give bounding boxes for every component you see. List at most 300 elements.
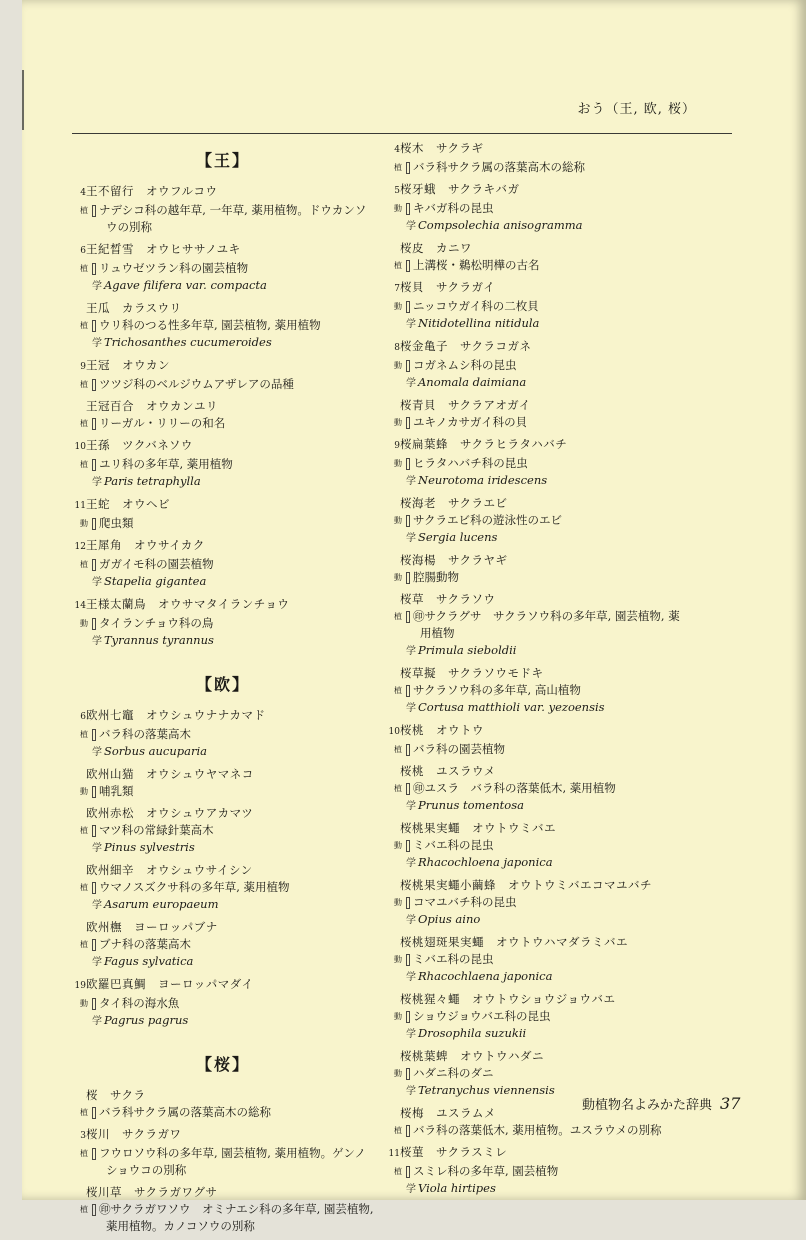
- entry-definition: [70, 726, 376, 743]
- dictionary-entry: [384, 820, 690, 872]
- dictionary-page: [22, 0, 806, 1233]
- dictionary-entry: [70, 1087, 376, 1121]
- category-badge: 植: [406, 611, 410, 623]
- category-badge: 植: [92, 1148, 96, 1160]
- scientific-name-text: Anomala daimiana: [418, 375, 527, 389]
- entry-reading: サクラコガネ: [460, 339, 532, 353]
- entry-definition: [70, 615, 376, 632]
- category-badge: 動: [406, 1068, 410, 1080]
- entry-headline: [70, 862, 376, 879]
- entry-reading: オウシュウサイシン: [146, 863, 253, 877]
- dictionary-entry: [384, 495, 690, 547]
- category-badge: 植: [92, 379, 96, 391]
- sci-marker: 学: [406, 703, 416, 714]
- entry-headword: 欧州橅: [86, 920, 122, 934]
- entry-headword: 桜桃果実蠅: [400, 821, 460, 835]
- category-badge: 植: [406, 1166, 410, 1178]
- scientific-name: [70, 277, 376, 295]
- entry-headline: [384, 722, 690, 741]
- dictionary-entry: [70, 766, 376, 800]
- stroke-count: 9: [80, 362, 86, 372]
- category-badge: 動: [406, 954, 410, 966]
- category-badge: 動: [92, 618, 96, 630]
- dictionary-entry: [70, 183, 376, 236]
- definition-text: ユリ科の多年草, 薬用植物: [99, 457, 233, 471]
- entry-reading: サクラスミレ: [436, 1145, 508, 1159]
- dictionary-entry: [384, 934, 690, 986]
- entry-headword: 欧州七竈: [86, 708, 134, 722]
- stroke-count: 3: [80, 1131, 86, 1141]
- scientific-name: [384, 797, 690, 815]
- entry-definition: [70, 1201, 376, 1235]
- sci-marker: 学: [406, 915, 416, 926]
- entry-headline: [70, 766, 376, 783]
- entry-definition: [384, 159, 690, 176]
- entry-reading: オウヘビ: [122, 497, 170, 511]
- scientific-name-text: Sorbus aucuparia: [104, 744, 207, 758]
- dictionary-entry: [70, 537, 376, 591]
- dictionary-entry: [70, 300, 376, 352]
- entry-definition: [384, 1163, 690, 1180]
- definition-text: キバガ科の昆虫: [413, 201, 494, 215]
- category-badge: 植: [406, 744, 410, 756]
- scientific-name: [384, 1025, 690, 1043]
- entry-reading: カニワ: [436, 241, 472, 255]
- scientific-name-text: Tetranychus viennensis: [418, 1083, 555, 1097]
- entry-headline: [384, 665, 690, 682]
- entry-reading: オウヒササノユキ: [146, 242, 241, 256]
- definition-text: 腔腸動物: [413, 570, 459, 584]
- stroke-count: 10: [74, 442, 86, 452]
- entry-reading: サクラアオガイ: [448, 398, 531, 412]
- entry-reading: サクラキバガ: [448, 182, 520, 196]
- entry-definition: [384, 357, 690, 374]
- sci-marker: 学: [406, 801, 416, 812]
- category-badge: 動: [92, 786, 96, 798]
- entry-definition: [384, 682, 690, 699]
- stroke-count: 4: [394, 145, 400, 155]
- sci-marker: 学: [92, 957, 102, 968]
- entry-definition: [384, 741, 690, 758]
- book-title: 動植物名よみかた辞典: [582, 1098, 713, 1113]
- sci-marker: 学: [92, 477, 102, 488]
- stroke-count: 7: [394, 284, 400, 294]
- scientific-name-text: Primula sieboldii: [418, 643, 517, 657]
- entry-headword: 欧州山猫: [86, 767, 134, 781]
- scientific-name: [70, 839, 376, 857]
- stroke-count: 14: [74, 601, 86, 611]
- entry-definition: [70, 822, 376, 839]
- entry-reading: オウトウミバエコマユバチ: [508, 878, 652, 892]
- scientific-name-text: Trichosanthes cucumeroides: [104, 335, 272, 349]
- entry-definition: [70, 1104, 376, 1121]
- entry-headword: 王犀角: [86, 538, 122, 552]
- stroke-count: 6: [80, 246, 86, 256]
- stroke-count: 12: [74, 542, 86, 552]
- scientific-name: [384, 911, 690, 929]
- scientific-name: [384, 854, 690, 872]
- entry-headword: 桜金亀子: [400, 339, 448, 353]
- scientific-name-text: Compsolechia anisogramma: [418, 218, 583, 232]
- entry-definition: [384, 608, 690, 642]
- scientific-name-text: Tyrannus tyrannus: [104, 633, 214, 647]
- entry-reading: サクラガイ: [436, 280, 496, 294]
- entry-headword: 王瓜: [86, 301, 110, 315]
- scientific-name: [384, 699, 690, 717]
- dictionary-entry: [384, 665, 690, 717]
- definition-text: 上溝桜・鵜松明樺の古名: [413, 258, 540, 272]
- running-header: おう（王, 欧, 桜）: [577, 102, 696, 117]
- definition-text: ブナ科の落葉高木: [99, 937, 191, 951]
- entry-headline: [384, 140, 690, 159]
- entry-headline: [384, 820, 690, 837]
- category-badge: 植: [92, 418, 96, 430]
- definition-text: 爬虫類: [99, 516, 134, 530]
- entry-definition: [70, 556, 376, 573]
- entry-headline: [70, 707, 376, 726]
- entry-headline: [70, 1126, 376, 1145]
- entry-headline: [384, 763, 690, 780]
- entry-definition: [70, 936, 376, 953]
- entry-definition: [384, 951, 690, 968]
- category-badge: 植: [92, 825, 96, 837]
- entry-definition: [384, 569, 690, 586]
- entry-headline: [70, 1087, 376, 1104]
- scientific-name: [384, 472, 690, 490]
- scientific-name-text: Agave filifera var. compacta: [104, 278, 267, 292]
- definition-text: ㊞ユスラ バラ科の落葉低木, 薬用植物: [413, 781, 616, 795]
- section-heading: 【桜】: [195, 1055, 250, 1074]
- entry-reading: オウシュウアカマツ: [146, 806, 254, 820]
- sci-marker: 学: [406, 1029, 416, 1040]
- category-badge: 動: [92, 998, 96, 1010]
- dictionary-entry: [70, 862, 376, 914]
- entry-reading: オウトウ: [436, 723, 484, 737]
- scientific-name: [384, 529, 690, 547]
- definition-text: コガネムシ科の昆虫: [413, 358, 517, 372]
- definition-text: ツツジ科のベルジウムアザレアの品種: [99, 377, 294, 391]
- sci-marker: 学: [92, 636, 102, 647]
- entry-headword: 王様太蘭鳥: [86, 597, 146, 611]
- sci-marker: 学: [406, 476, 416, 487]
- entry-headline: [70, 398, 376, 415]
- entry-headword: 桜木: [400, 141, 424, 155]
- stroke-count: 19: [74, 981, 86, 991]
- definition-text: ヒラタハバチ科の昆虫: [413, 456, 528, 470]
- scientific-name: [384, 968, 690, 986]
- dictionary-entry: [70, 398, 376, 432]
- stroke-count: 9: [394, 441, 400, 451]
- entry-headword: 桜桃葉蜱: [400, 1049, 448, 1063]
- entry-headword: 桜草擬: [400, 666, 436, 680]
- entry-headline: [384, 1048, 690, 1065]
- category-badge: 動: [406, 897, 410, 909]
- scientific-name: [70, 473, 376, 491]
- category-badge: 植: [92, 939, 96, 951]
- entry-headword: 桜桃猩々蠅: [400, 992, 460, 1006]
- entry-headword: 桜貝: [400, 280, 424, 294]
- entry-headline: [70, 437, 376, 456]
- entry-reading: サクラソウモドキ: [448, 666, 544, 680]
- category-badge: 植: [92, 1107, 96, 1119]
- scientific-name: [70, 632, 376, 650]
- page-footer: [582, 1094, 740, 1113]
- dictionary-entry: [384, 279, 690, 333]
- dictionary-entry: [70, 241, 376, 295]
- entry-reading: サクラ: [110, 1088, 146, 1102]
- entry-definition: [70, 1145, 376, 1179]
- entry-headword: 王蛇: [86, 497, 110, 511]
- category-badge: 動: [406, 301, 410, 313]
- definition-text: サクラソウ科の多年草, 高山植物: [413, 683, 581, 697]
- entry-definition: [70, 515, 376, 532]
- scientific-name: [70, 743, 376, 761]
- entry-definition: [70, 260, 376, 277]
- entry-definition: [70, 317, 376, 334]
- definition-text: ユキノカサガイ科の貝: [413, 415, 528, 429]
- scientific-name-text: Pinus sylvestris: [104, 840, 195, 854]
- entry-reading: ユスラムメ: [436, 1106, 496, 1120]
- definition-text: バラ科サクラ属の落葉高木の総称: [413, 160, 586, 174]
- scientific-name: [384, 315, 690, 333]
- entry-reading: オウシュウナナカマド: [146, 708, 266, 722]
- entry-headline: [384, 991, 690, 1008]
- entry-headword: 桜海老: [400, 496, 436, 510]
- scientific-name-text: Fagus sylvatica: [104, 954, 194, 968]
- scientific-name-text: Rhacochloena japonica: [418, 855, 553, 869]
- scientific-name-text: Cortusa matthioli var. yezoensis: [418, 700, 605, 714]
- scientific-name-text: Pagrus pagrus: [104, 1013, 189, 1027]
- stroke-count: 8: [394, 343, 400, 353]
- category-badge: 植: [406, 260, 410, 272]
- definition-text: ハダニ科のダニ: [413, 1066, 494, 1080]
- scientific-name: [384, 374, 690, 392]
- dictionary-entry: [384, 140, 690, 176]
- entry-headline: [384, 591, 690, 608]
- category-badge: 動: [406, 840, 410, 852]
- entry-reading: ユスラウメ: [436, 764, 496, 778]
- dictionary-entry: [70, 1126, 376, 1179]
- sci-marker: 学: [406, 646, 416, 657]
- entry-reading: オウサイカク: [134, 538, 205, 552]
- entry-headline: [70, 496, 376, 515]
- definition-text: バラ科の落葉低木, 薬用植物。ユスラウメの別称: [413, 1123, 662, 1137]
- section-heading: 【王】: [195, 151, 250, 170]
- entry-definition: [384, 837, 690, 854]
- entry-reading: サクラヤギ: [448, 553, 508, 567]
- entry-headline: [70, 596, 376, 615]
- category-badge: 植: [92, 205, 96, 217]
- category-badge: 動: [406, 1011, 410, 1023]
- dictionary-entry: [384, 338, 690, 392]
- scientific-name-text: Stapelia gigantea: [104, 574, 207, 588]
- definition-text: マツ科の常緑針葉高木: [99, 823, 214, 837]
- entry-headline: [70, 537, 376, 556]
- dictionary-entry: [70, 707, 376, 761]
- entry-headline: [70, 241, 376, 260]
- category-badge: 動: [406, 515, 410, 527]
- category-badge: 動: [406, 360, 410, 372]
- dictionary-entry: [384, 397, 690, 431]
- entry-headword: 桜草: [400, 592, 424, 606]
- entry-headword: 欧羅巴真鯛: [86, 977, 146, 991]
- dictionary-entry: [384, 877, 690, 929]
- entry-reading: オウカンユリ: [146, 399, 218, 413]
- entry-definition: [384, 1008, 690, 1025]
- dictionary-entry: [70, 437, 376, 491]
- entry-definition: [70, 879, 376, 896]
- definition-text: タイ科の海水魚: [99, 996, 180, 1010]
- category-badge: 植: [406, 1125, 410, 1137]
- entry-definition: [384, 455, 690, 472]
- category-badge: 植: [92, 263, 96, 275]
- dictionary-entry: [70, 596, 376, 650]
- entry-reading: オウフルコウ: [146, 184, 218, 198]
- scientific-name-text: Prunus tomentosa: [418, 798, 524, 812]
- sci-marker: 学: [406, 221, 416, 232]
- entry-definition: [70, 415, 376, 432]
- entry-headline: [384, 495, 690, 512]
- dictionary-entry: [384, 1144, 690, 1198]
- entry-headline: [384, 877, 690, 894]
- sci-marker: 学: [406, 1184, 416, 1195]
- scientific-name: [70, 573, 376, 591]
- entry-definition: [70, 995, 376, 1012]
- sci-marker: 学: [92, 338, 102, 349]
- entry-headline: [384, 240, 690, 257]
- entry-reading: オウトウショウジョウバエ: [472, 992, 616, 1006]
- entry-definition: [384, 1122, 690, 1139]
- scientific-name-text: Nitidotellina nitidula: [418, 316, 540, 330]
- entry-headline: [384, 279, 690, 298]
- sci-marker: 学: [92, 900, 102, 911]
- entry-headline: [384, 397, 690, 414]
- definition-text: ガガイモ科の園芸植物: [99, 557, 214, 571]
- definition-text: サクラエビ科の遊泳性のエビ: [413, 513, 563, 527]
- stroke-count: 6: [80, 712, 86, 722]
- entry-reading: オウサマタイランチョウ: [158, 597, 290, 611]
- sci-marker: 学: [92, 281, 102, 292]
- entry-headword: 桜梅: [400, 1106, 424, 1120]
- entry-headword: 桜桃: [400, 723, 424, 737]
- definition-text: タイランチョウ科の鳥: [99, 616, 214, 630]
- sci-marker: 学: [92, 1016, 102, 1027]
- entry-headword: 桜桃: [400, 764, 424, 778]
- entry-reading: ヨーロッパブナ: [134, 920, 218, 934]
- entry-headline: [70, 976, 376, 995]
- entry-definition: [384, 894, 690, 911]
- entry-headword: 王紀晳雪: [86, 242, 134, 256]
- dictionary-entry: [384, 991, 690, 1043]
- entry-definition: [70, 202, 376, 236]
- entry-reading: サクラヒラタハバチ: [460, 437, 568, 451]
- dictionary-entry: [384, 240, 690, 274]
- definition-text: バラ科の園芸植物: [413, 742, 505, 756]
- entry-reading: オウトウハマダラミバエ: [496, 935, 628, 949]
- scientific-name-text: Opius aino: [418, 912, 481, 926]
- entry-reading: オウシュウヤマネコ: [146, 767, 254, 781]
- entry-headword: 欧州細辛: [86, 863, 134, 877]
- stroke-count: 4: [80, 188, 86, 198]
- scientific-name-text: Paris tetraphylla: [104, 474, 201, 488]
- entry-reading: サクラギ: [436, 141, 484, 155]
- entry-headword: 欧州赤松: [86, 806, 134, 820]
- dictionary-entry: [384, 436, 690, 490]
- entry-headword: 桜川草: [86, 1185, 122, 1199]
- entry-reading: サクラガワ: [122, 1127, 182, 1141]
- scientific-name-text: Drosophila suzukii: [418, 1026, 527, 1040]
- entry-reading: オウトウハダニ: [460, 1049, 544, 1063]
- category-badge: 植: [92, 559, 96, 571]
- definition-text: コマユバチ科の昆虫: [413, 895, 517, 909]
- definition-text: リーガル・リリーの和名: [99, 416, 226, 430]
- entry-headword: 桜桃翅斑果実蠅: [400, 935, 484, 949]
- right-column: [384, 140, 690, 1203]
- entry-headword: 桜海楊: [400, 553, 436, 567]
- entry-headline: [70, 919, 376, 936]
- entry-headline: [384, 552, 690, 569]
- definition-text: バラ科の落葉高木: [99, 727, 191, 741]
- entry-reading: サクラエビ: [448, 496, 508, 510]
- category-badge: 動: [406, 417, 410, 429]
- category-badge: 植: [92, 459, 96, 471]
- category-badge: 植: [92, 882, 96, 894]
- entry-definition: [384, 414, 690, 431]
- left-column: [70, 140, 376, 1240]
- scientific-name-text: Asarum europaeum: [104, 897, 219, 911]
- entry-definition: [384, 200, 690, 217]
- sci-marker: 学: [406, 972, 416, 983]
- scientific-name: [70, 953, 376, 971]
- definition-text: ミバエ科の昆虫: [413, 838, 494, 852]
- category-badge: 植: [92, 320, 96, 332]
- sci-marker: 学: [92, 843, 102, 854]
- entry-headword: 王冠: [86, 358, 110, 372]
- stroke-count: 11: [74, 501, 86, 511]
- entry-headword: 王冠百合: [86, 399, 134, 413]
- sci-marker: 学: [92, 577, 102, 588]
- stroke-count: 10: [388, 727, 400, 737]
- entry-headline: [70, 1184, 376, 1201]
- entry-reading: サクラソウ: [436, 592, 496, 606]
- entry-definition: [384, 257, 690, 274]
- sci-marker: 学: [406, 858, 416, 869]
- entry-headline: [384, 436, 690, 455]
- entry-definition: [384, 780, 690, 797]
- scientific-name-text: Neurotoma iridescens: [418, 473, 548, 487]
- section-heading: 【欧】: [195, 675, 250, 694]
- entry-headword: 王孫: [86, 438, 110, 452]
- entry-definition: [384, 512, 690, 529]
- stroke-count: 5: [394, 186, 400, 196]
- dictionary-entry: [384, 1048, 690, 1100]
- scientific-name-text: Rhacochlaena japonica: [418, 969, 553, 983]
- dictionary-entry: [70, 976, 376, 1030]
- dictionary-entry: [70, 919, 376, 971]
- definition-text: ㊞サクラガワソウ オミナエシ科の多年草, 園芸植物, 薬用植物。カノコソウの別称: [99, 1202, 374, 1233]
- entry-reading: カラスウリ: [122, 301, 182, 315]
- category-badge: 動: [406, 458, 410, 470]
- page-number: 37: [720, 1094, 741, 1113]
- entry-definition: [70, 376, 376, 393]
- sci-marker: 学: [406, 1086, 416, 1097]
- entry-headword: 桜青貝: [400, 398, 436, 412]
- entry-headline: [384, 338, 690, 357]
- sci-marker: 学: [406, 319, 416, 330]
- dictionary-entry: [70, 357, 376, 393]
- entry-headword: 王不留行: [86, 184, 134, 198]
- entry-reading: オウトウミバエ: [472, 821, 556, 835]
